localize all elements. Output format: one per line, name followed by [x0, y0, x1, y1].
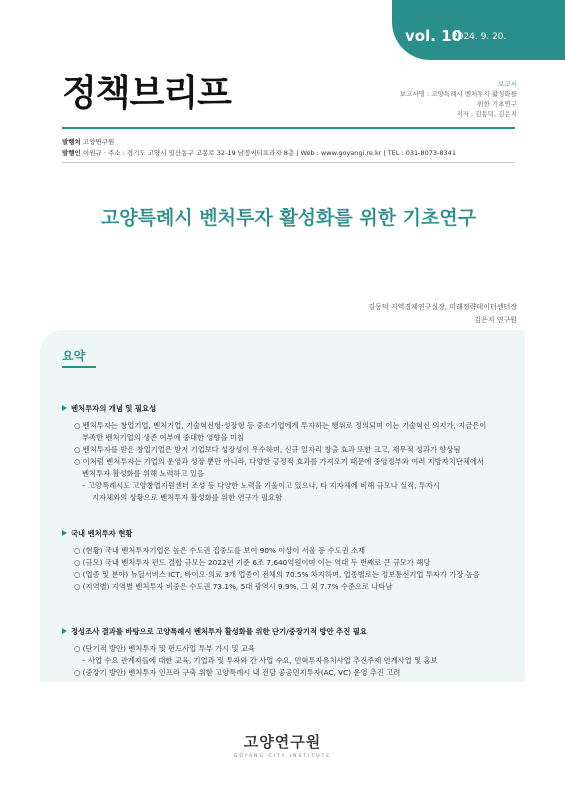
publisher-label: 발행처 — [62, 138, 81, 146]
summary-item: ○ (업종 및 분야) 뉴딜서비스 ICT, 바이오·의료 3개 업종이 전체의 70.5% 차지하며, 업종별로는 정보통신기업 투자가 가장 높음 — [74, 570, 480, 579]
section-heading: 정성조사 결과를 바탕으로 고양특례시 벤처투자 활성화를 위한 단기/중장기적 방안 추진 필요 — [62, 626, 517, 638]
summary-item: ○ (규모) 국내 벤처투자 펀드 결합 규모는 2022년 기준 6조 7,640억원이며 이는 역대 두 번째로 큰 규모가 해당 — [74, 558, 431, 567]
volume-date: 2024. 9. 20. — [452, 32, 507, 42]
publisher-name: 고양연구원 — [82, 138, 115, 146]
author-line: 김동덕 지역경제연구실장, 미래전략데이터센터장 — [368, 303, 517, 311]
summary-item: ○ 이처럼 벤처투자는 기업의 운영과 성장 뿐만 아니라, 다양한 긍정적 효과를 가져오기 때문에 중앙정부와 여러 지방자치단체에서 — [74, 457, 485, 466]
summary-subitem: – 사업 수요 관계자들에 대한 교육, 기업과 및 투자와 간 사업 수요, 민혁투자유치사업 추진주제 연계사업 및 홍보 — [82, 656, 438, 665]
institute-logo — [0, 731, 565, 759]
triangle-bullet-icon — [62, 530, 67, 536]
authors — [368, 301, 517, 327]
report-kind: 보고서 — [498, 80, 517, 88]
report-line: 위한 기초연구 — [477, 100, 517, 108]
triangle-bullet-icon — [62, 405, 67, 411]
author-line: 김은지 연구원 — [474, 316, 517, 324]
summary-item: ○ 벤처투자는 창업기업, 벤처기업, 기술혁신형·성장형 등 중소기업에게 투자하는 행위로 정의되며 이는 기술혁신 의지가, 지금은이 — [74, 421, 487, 430]
summary-item: ○ (중장기 방안) 벤처투자 인프라 구축 위한 고양특례시 내 전담 공공민지투자(AC, VC) 운영 추진 고려 — [74, 668, 401, 677]
summary-item: ○ (지역별) 지역별 벤처투자 비중은 수도권 73.1%, 5대 광역시 9.9%, 그 외 7.7% 수준으로 나타남 — [74, 582, 393, 591]
sub-divider — [62, 162, 515, 163]
volume-number: vol. 10 — [405, 27, 463, 45]
summary-section-1 — [62, 403, 517, 504]
summary-item: ○ (단기적 방안) 벤처투자 및 펀드사업 투부 가시 및 교육 — [74, 644, 255, 653]
summary-subitem: – 고양특례시도 고양창업지원센터 조성 등 다양한 노력을 기울이고 있으나, 타 지자체에 비해 규모나 실적, 투자시 — [82, 481, 440, 490]
header-divider — [62, 127, 515, 129]
publisher-details: 이원규 · 주소 : 경기도 고양시 일산동구 고봉로 32-19 남정씨티프라자 8층 | Web : www.goyangi.re.kr | TEL : 031-8073-8341 — [82, 149, 456, 157]
report-line: 저자 : 김동덕, 김은지 — [456, 110, 517, 118]
logo-english: GOYANG CITY INSTITUTE — [233, 754, 332, 759]
report-info — [277, 79, 517, 119]
publisher-info — [62, 137, 522, 159]
publisher-person-label: 발행인 — [62, 149, 81, 157]
summary-item: ○ 벤처투자를 받은 창업기업은 받지 기업보다 성장성이 우수하며, 신규 일자리 창출 효과 또한 크고, 재무적 성과가 향상됨 — [74, 445, 461, 454]
brief-title: 정책브리프 — [62, 73, 231, 114]
summary-section-2 — [62, 528, 517, 593]
report-line: 보고서명 : 고양특례시 벤처투자 활성화를 — [399, 90, 517, 98]
section-heading: 벤처투자의 개념 및 필요성 — [62, 403, 517, 415]
triangle-bullet-icon — [62, 628, 67, 634]
logo-name: 고양연구원 — [243, 733, 322, 751]
section-heading: 국내 벤처투자 현황 — [62, 528, 517, 540]
summary-item: 벤처투자 활성화를 위해 노력하고 있음 — [82, 469, 205, 478]
summary-section-3 — [62, 626, 517, 679]
summary-label: 요약 — [62, 349, 86, 363]
summary-subitem: 지자체와의 상황으로 벤처투자 활성화를 위한 연구가 필요함 — [92, 493, 283, 502]
summary-item: ○ (현황) 국내 벤처투자기업은 높은 수도권 집중도를 보여 90% 이상이 서울 등 수도권 소재 — [74, 546, 366, 555]
summary-underline — [62, 366, 96, 368]
report-title: 고양특례시 벤처투자 활성화를 위한 기초연구 — [100, 207, 477, 229]
summary-item: 부족한 벤처기업의 생존 여부에 중대한 영향을 미침 — [82, 433, 244, 442]
